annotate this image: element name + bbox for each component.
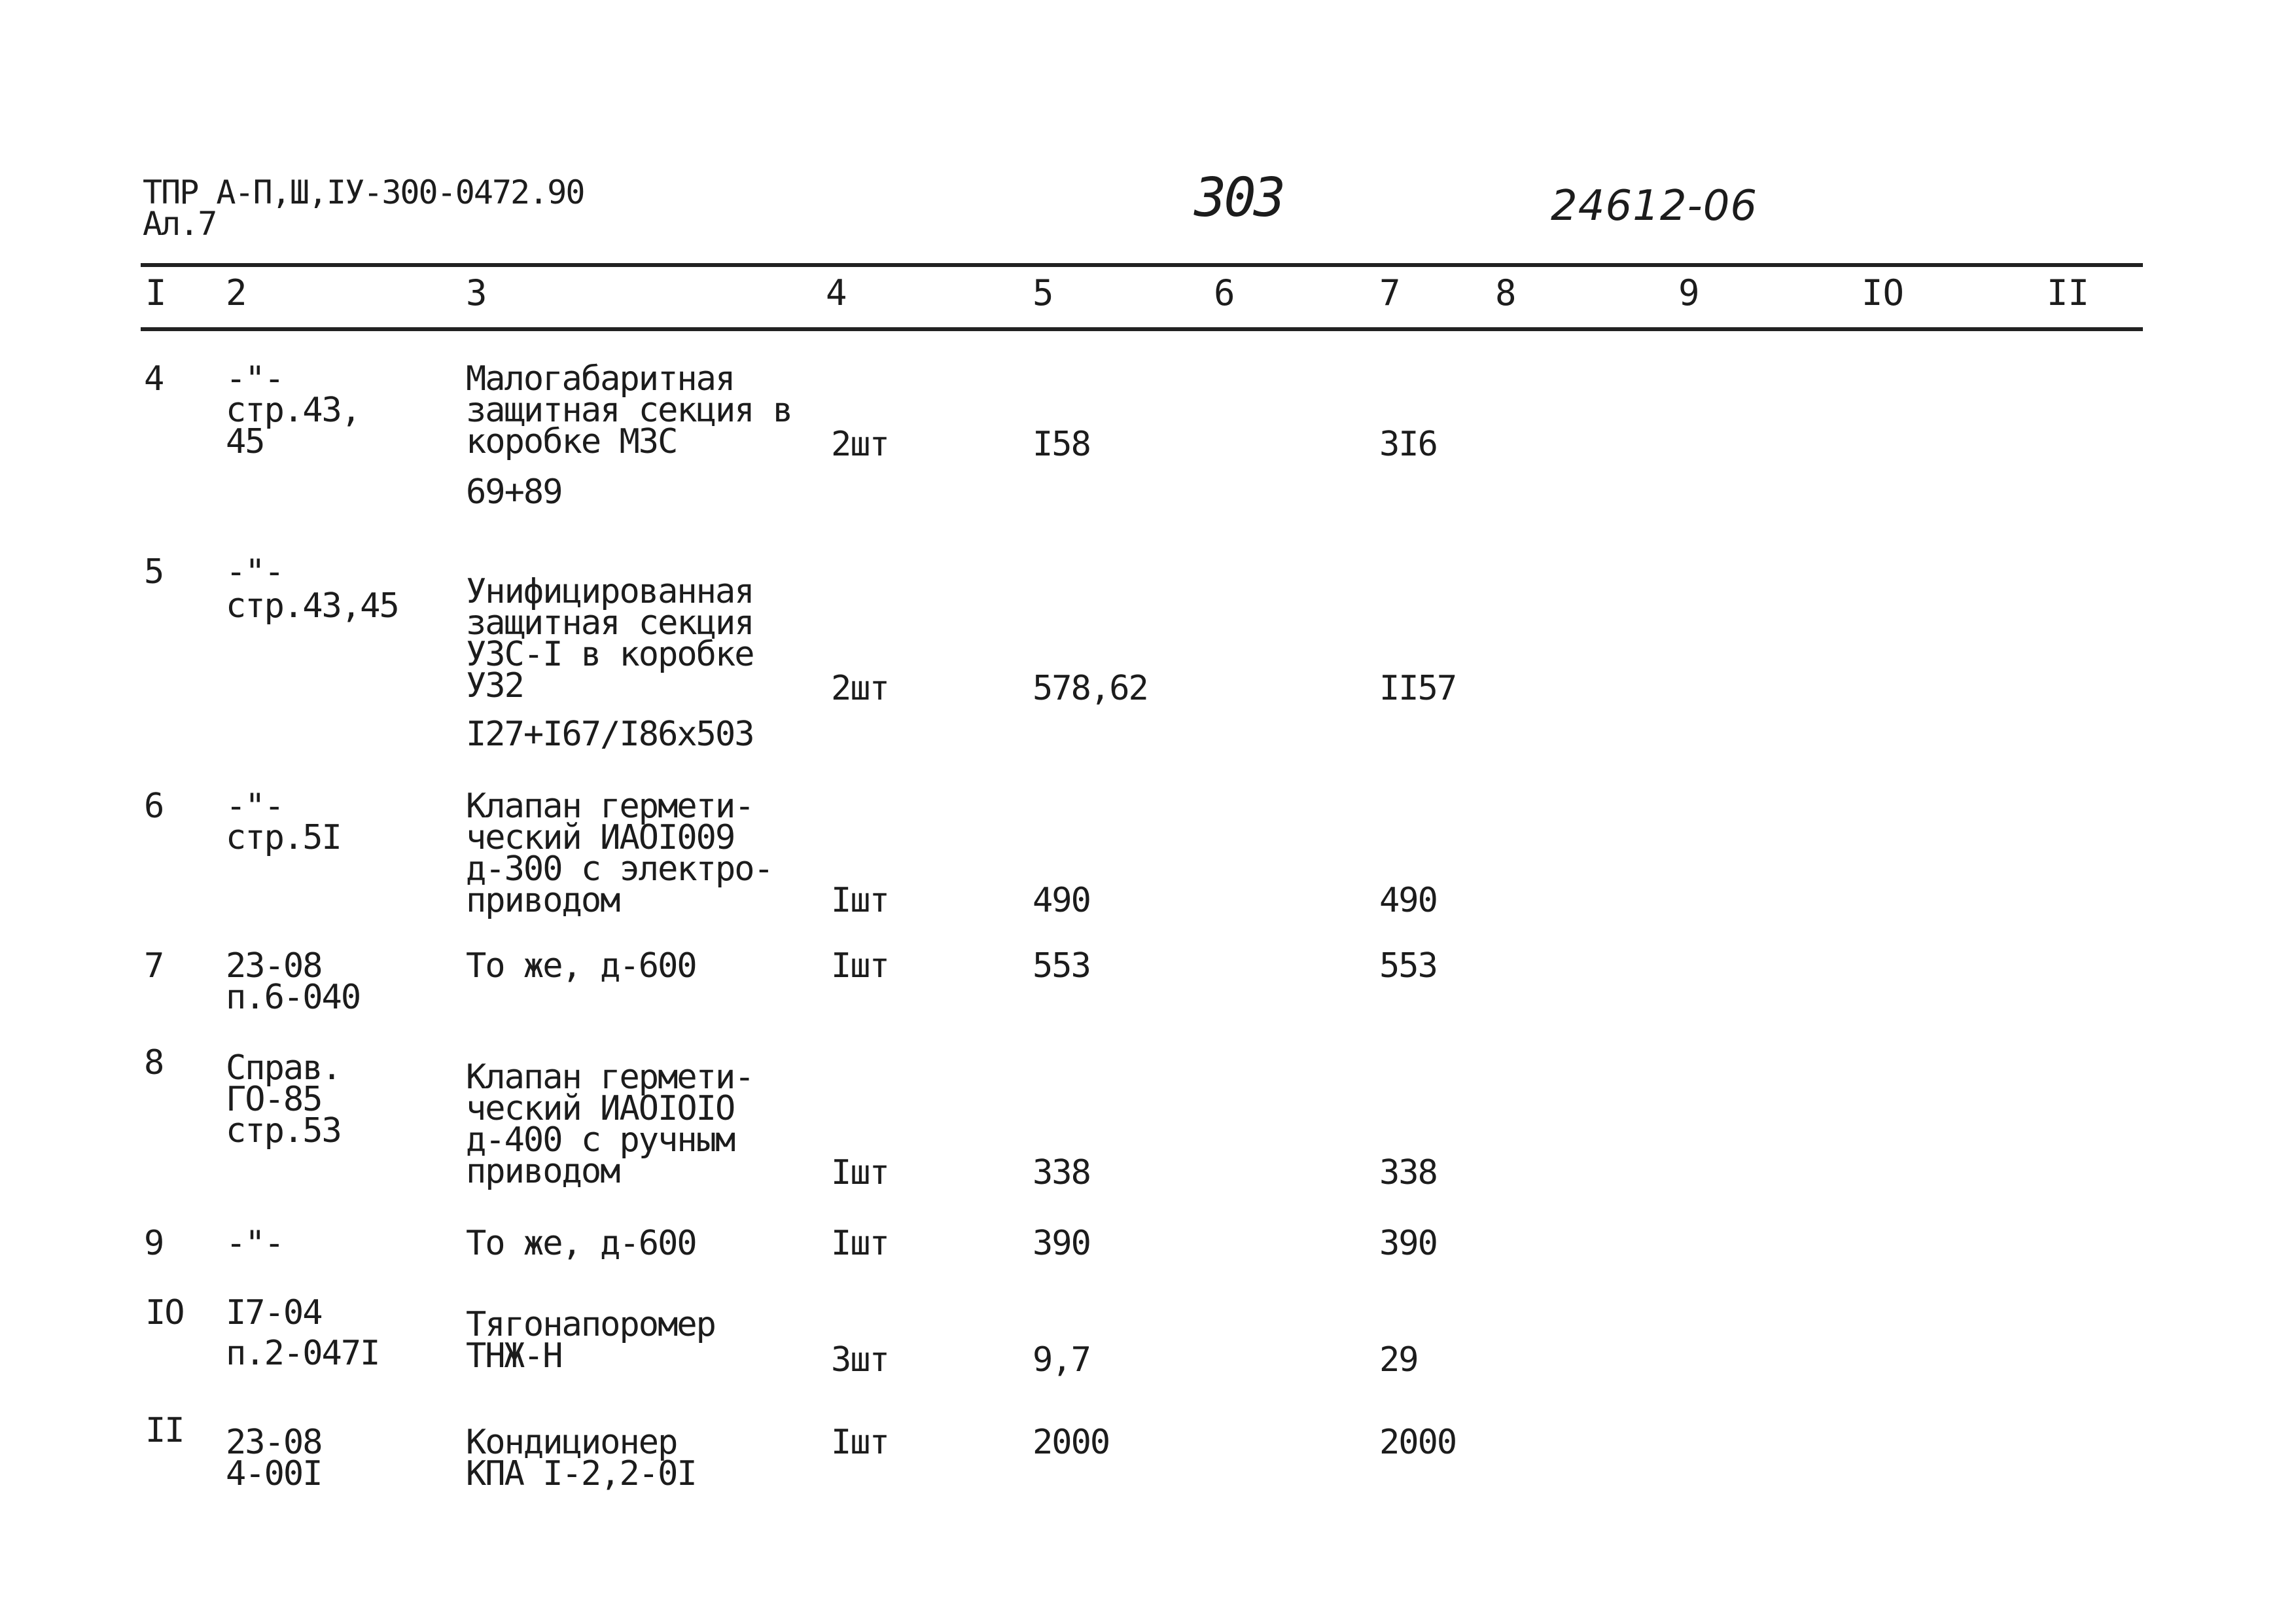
row-number: 5 <box>144 552 164 592</box>
row-number: 4 <box>144 359 164 399</box>
row-number: 7 <box>144 946 164 986</box>
row-total: 553 <box>1379 946 1437 986</box>
row-dimensions: 69+89 <box>466 473 562 512</box>
row-name: То же, д-600 <box>466 1224 696 1263</box>
row-name: Кондиционер КПА I-2,2-0I <box>466 1423 696 1493</box>
row-name: Тягонапоромер ТНЖ-Н <box>466 1305 715 1376</box>
row-unit-price: 578,62 <box>1033 669 1148 708</box>
row-quantity: 2шт <box>831 669 889 708</box>
row-number: 6 <box>144 787 164 826</box>
column-header: 5 <box>1033 272 1054 313</box>
row-unit-price: 553 <box>1033 946 1090 986</box>
row-name: Малогабаритная защитная секция в коробке МЗС <box>466 359 792 461</box>
row-unit-price: 390 <box>1033 1224 1090 1263</box>
row-unit-price: I58 <box>1033 425 1090 464</box>
sheet-label: Ал.7 <box>143 205 217 243</box>
row-quantity: Iшт <box>831 1423 889 1462</box>
row-total: II57 <box>1379 669 1457 708</box>
table-top-rule <box>141 263 2143 267</box>
row-quantity: Iшт <box>831 1153 889 1192</box>
document-number: 24612-06 <box>1551 182 1758 230</box>
column-header: 2 <box>226 272 247 313</box>
column-header: I <box>145 272 167 313</box>
column-header: 8 <box>1495 272 1517 313</box>
row-total: 29 <box>1379 1340 1418 1380</box>
row-quantity: Iшт <box>831 1224 889 1263</box>
row-total: 338 <box>1379 1153 1437 1192</box>
project-code: ТПР А-П,Ш,IУ-300-0472.90 <box>143 173 584 211</box>
page-number: 303 <box>1194 167 1284 229</box>
row-quantity: 3шт <box>831 1340 889 1380</box>
row-unit-price: 9,7 <box>1033 1340 1090 1380</box>
row-reference: -"- стр.43, 45 <box>226 359 361 461</box>
row-quantity: Iшт <box>831 946 889 986</box>
row-number: IO <box>145 1293 184 1332</box>
row-reference: I7-04 п.2-047I <box>226 1293 380 1373</box>
row-total: 3I6 <box>1379 425 1437 464</box>
row-unit-price: 338 <box>1033 1153 1090 1192</box>
row-name: Клапан гермети- ческий ИАОIОIО д-400 с ручным приводом <box>466 1058 754 1191</box>
row-reference: -"- стр.5I <box>226 787 341 857</box>
row-dimensions: I27+I67/I86x503 <box>466 715 754 754</box>
column-header: 6 <box>1214 272 1235 313</box>
row-unit-price: 2000 <box>1033 1423 1110 1462</box>
column-header: 3 <box>466 272 487 313</box>
row-total: 390 <box>1379 1224 1437 1263</box>
row-reference: 23-08 4-00I <box>226 1423 322 1493</box>
row-reference: Справ. ГО-85 стр.53 <box>226 1048 341 1150</box>
row-number: 8 <box>144 1043 164 1082</box>
column-header: II <box>2047 272 2090 313</box>
row-number: 9 <box>144 1224 164 1263</box>
row-total: 490 <box>1379 881 1437 920</box>
column-header: IO <box>1862 272 1905 313</box>
row-unit-price: 490 <box>1033 881 1090 920</box>
column-header: 7 <box>1379 272 1401 313</box>
row-reference: -"- <box>226 1224 283 1263</box>
row-total: 2000 <box>1379 1423 1457 1462</box>
row-name: Клапан гермети- ческий ИАОI009 д-300 с электро- приводом <box>466 787 773 920</box>
row-quantity: Iшт <box>831 881 889 920</box>
row-name: То же, д-600 <box>466 946 696 986</box>
row-number: II <box>145 1411 184 1450</box>
column-header: 9 <box>1678 272 1700 313</box>
column-header: 4 <box>826 272 847 313</box>
row-name: Унифицированная защитная секция УЗС-I в коробке У32 <box>466 572 754 705</box>
row-quantity: 2шт <box>831 425 889 464</box>
row-reference: 23-08 п.6-040 <box>226 946 361 1017</box>
table-header-rule <box>141 327 2143 331</box>
row-reference: -"- стр.43,45 <box>226 552 398 626</box>
